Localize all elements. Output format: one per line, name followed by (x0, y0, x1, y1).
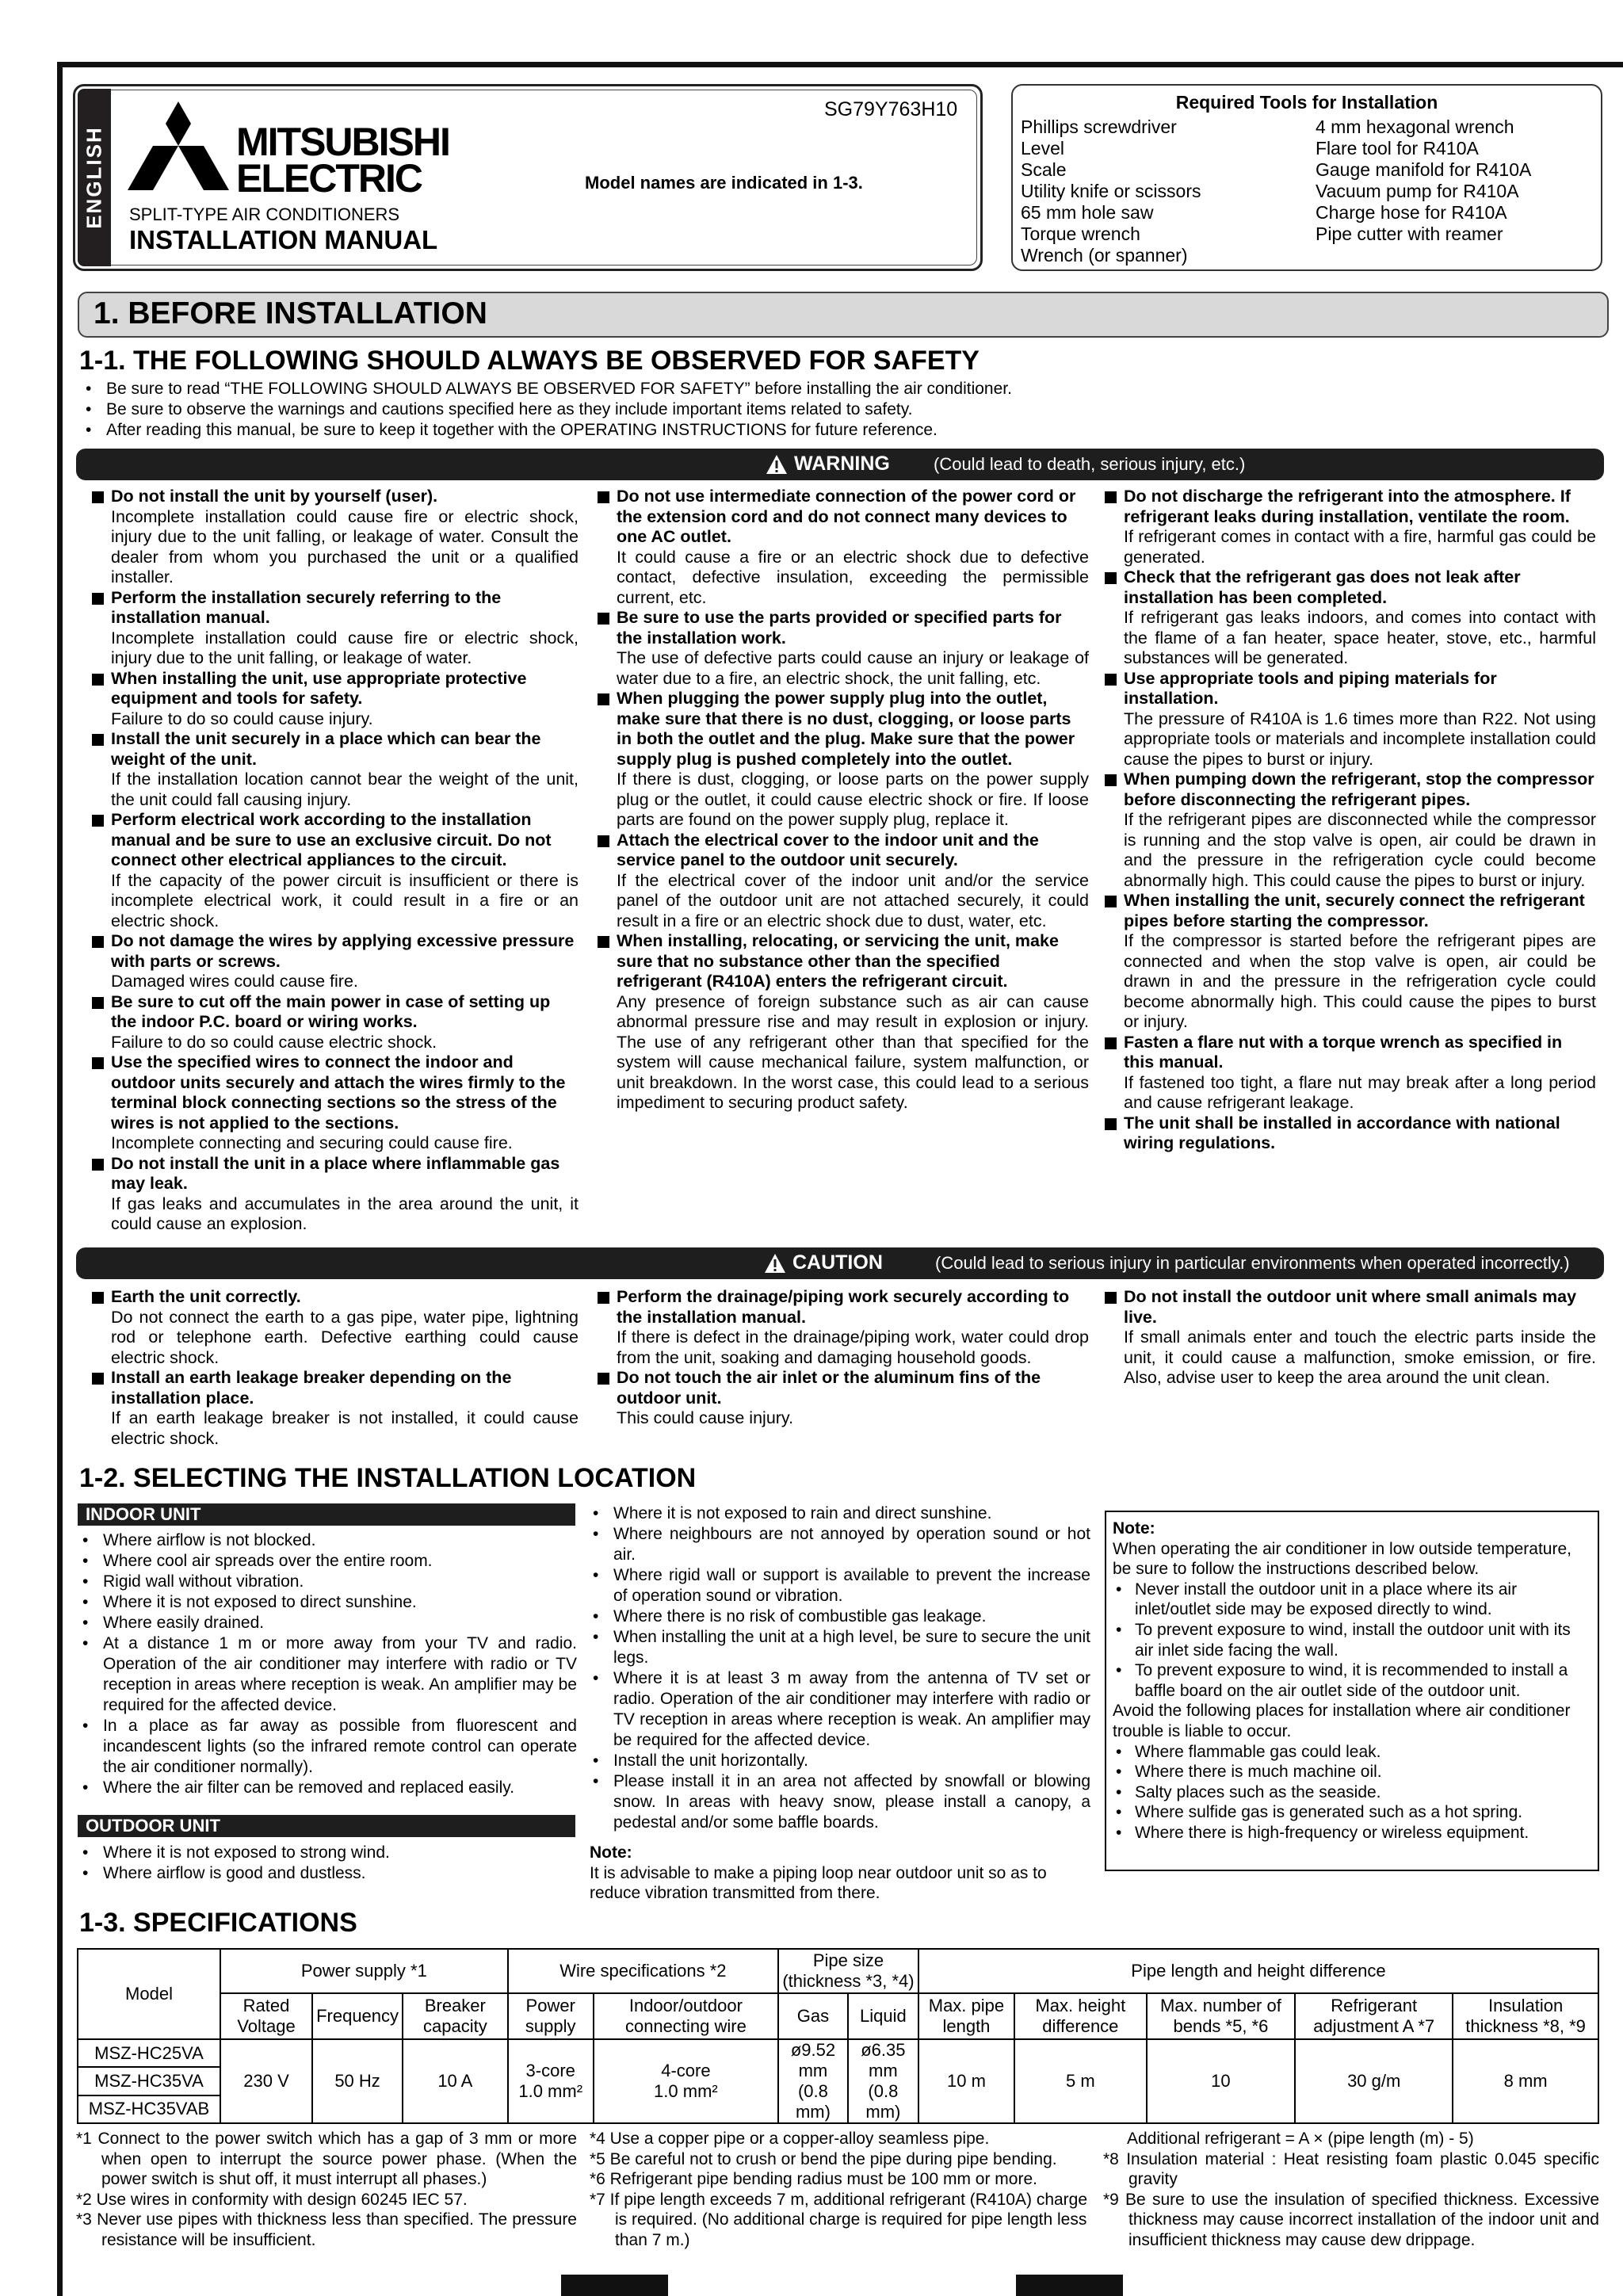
list-item: • Where there is much machine oil. (1113, 1762, 1591, 1782)
warning-item: Perform the installation securely referring to the installation manual. Incomplete installation could cause fire or electric shock, injury due to the unit falling, or leakage of water. (89, 588, 579, 669)
warning-item: Do not discharge the refrigerant into the atmosphere. If refrigerant leaks during installation, ventilate the room. If refrigerant comes in contact with a fire, harmful gas could be generated. (1102, 487, 1596, 567)
tool-item: 65 mm hole saw (1021, 202, 1154, 223)
warning-column-3 (1102, 487, 1596, 1154)
table-cell: 10 A (403, 2039, 508, 2123)
caution-item: Do not install the outdoor unit where small animals may live. If small animals enter and touch the electric parts inside the unit, it could cause a malfunction, smoke emission, or fire. Also, advise user to keep the area around the unit clean. (1102, 1287, 1596, 1389)
warning-item: Fasten a flare nut with a torque wrench as specified in this manual. If fastened too tight, a flare nut may break after a long period and cause refrigerant leakage. (1102, 1033, 1596, 1114)
table-cell: 50 Hz (312, 2039, 403, 2123)
list-item: • Be sure to observe the warnings and cautions specified here as they include important items related to safety. (82, 399, 1588, 420)
language-strip (78, 89, 111, 266)
caution-column-2 (594, 1287, 1089, 1429)
list-item: • To prevent exposure to wind, install the outdoor unit with its air inlet side facing the wall. (1113, 1620, 1591, 1660)
list-item: • Where sulfide gas is generated such as a hot spring. (1113, 1802, 1591, 1823)
warning-item: Attach the electrical cover to the indoor unit and the service panel to the outdoor unit securely. If the electrical cover of the indoor unit and/or the service panel of the outdoor unit are not attached securely, it could result in a fire or an electric shock due to dust, water, etc. (594, 831, 1089, 932)
brand-line-1: MITSUBISHI (236, 120, 449, 164)
tool-item: Phillips screwdriver (1021, 117, 1177, 137)
outdoor-unit-list-continued (590, 1503, 1090, 1833)
warning-item: When installing, relocating, or servicing the unit, make sure that no substance other than the specified refrigerant (R410A) enters the refrigerant circuit. Any presence of foreign substance such as air can cause abnormal pressure rise and may result in explosion or injury. The use of any refrigerant other than that specified for the system will cause mechanical failure, system malfunction, or unit breakdown. In the worst case, this could lead to a serious impediment to securing product safety. (594, 931, 1089, 1114)
table-header: Refrigerant adjustment A *7 (1295, 1993, 1453, 2039)
indoor-unit-heading: INDOOR UNIT (78, 1503, 575, 1526)
brand-line-2: ELECTRIC (236, 156, 422, 201)
list-item: • After reading this manual, be sure to keep it together with the OPERATING INSTRUCTIONS for future reference. (82, 420, 1588, 441)
list-item: • Where the air filter can be removed and replaced easily. (79, 1778, 577, 1798)
language-label: ENGLISH (82, 126, 106, 229)
page-edge-tab (1016, 2275, 1123, 2296)
warning-item: Install the unit securely in a place which can bear the weight of the unit. If the installation location cannot bear the weight of the unit, the unit could fall causing injury. (89, 729, 579, 810)
outdoor-unit-heading: OUTDOOR UNIT (78, 1815, 575, 1837)
location-heading: 1-2. SELECTING THE INSTALLATION LOCATION (79, 1463, 697, 1493)
section-title: 1. BEFORE INSTALLATION (94, 296, 487, 330)
warning-item: Do not use intermediate connection of the power cord or the extension cord and do not connect many devices to one AC outlet. It could cause a fire or an electric shock due to defective contact, defective insulation, exceeding the permissible current, etc. (594, 487, 1089, 608)
caution-description: (Could lead to serious injury in particular environments when operated incorrectly.) (935, 1253, 1570, 1273)
tool-item: Utility knife or scissors (1021, 181, 1201, 201)
table-header: Insulation thickness *8, *9 (1453, 1993, 1598, 2039)
table-header: Model (78, 1949, 220, 2039)
model-note: Model names are indicated in 1-3. (585, 173, 863, 193)
table-header: Gas (778, 1993, 848, 2039)
table-cell: 30 g/m (1295, 2039, 1453, 2123)
list-item: • Install the unit horizontally. (590, 1751, 1090, 1771)
note-box-title: Note: (1113, 1519, 1155, 1538)
note-box-intro: When operating the air conditioner in low outside temperature, be sure to follow the instructions described below. (1113, 1539, 1571, 1579)
warning-item: Use appropriate tools and piping materials for installation. The pressure of R410A is 1.6 times more than R22. Not using appropriate tools or materials and incomplete installation could cause the pipes to burst or injury. (1102, 669, 1596, 770)
specifications-heading: 1-3. SPECIFICATIONS (79, 1908, 357, 1938)
warning-bar (76, 449, 1604, 480)
tools-left-list (1021, 117, 1201, 266)
safety-intro-list (82, 379, 1588, 441)
list-item: • Never install the outdoor unit in a place where its air inlet/outlet side may be exposed directly to wind. (1113, 1580, 1591, 1620)
table-header: Wire specifications *2 (508, 1949, 778, 1993)
piping-note-title: Note: (590, 1843, 632, 1862)
caution-bar (76, 1247, 1604, 1279)
caution-item: Earth the unit correctly. Do not connect the earth to a gas pipe, water pipe, lightning rod or telephone earth. Defective earthing could cause electric shock. (89, 1287, 579, 1368)
table-cell-model: MSZ-HC35VAB (78, 2095, 220, 2123)
list-item: • To prevent exposure to wind, it is recommended to install a baffle board on the air outlet side of the outdoor unit. (1113, 1660, 1591, 1701)
caution-label: CAUTION (792, 1251, 883, 1274)
footnote: *8 Insulation material : Heat resisting foam plastic 0.045 specific gravity (1103, 2149, 1599, 2188)
list-item: • Where airflow is good and dustless. (79, 1863, 577, 1884)
warning-description: (Could lead to death, serious injury, etc.) (934, 454, 1246, 474)
list-item: • Where rigid wall or support is available to prevent the increase of operation sound or vibration. (590, 1565, 1090, 1606)
tool-item: 4 mm hexagonal wrench (1316, 117, 1514, 137)
warning-item: When installing the unit, use appropriate protective equipment and tools for safety. Failure to do so could cause injury. (89, 669, 579, 730)
tool-item: Wrench (or spanner) (1021, 245, 1188, 266)
table-header: Max. height difference (1014, 1993, 1147, 2039)
mitsubishi-logo-icon (127, 101, 230, 190)
footnotes-column-2 (590, 2129, 1090, 2250)
list-item: • Where there is high-frequency or wireless equipment. (1113, 1823, 1591, 1843)
table-header: Max. pipe length (918, 1993, 1014, 2039)
warning-item: Use the specified wires to connect the indoor and outdoor units securely and attach the wires firmly to the terminal block connecting sections so the stress of the wires is not applied to the sections. Incomplete connecting and securing could cause fire. (89, 1052, 579, 1154)
warning-item: Be sure to cut off the main power in case of setting up the indoor P.C. board or wiring works. Failure to do so could cause electric shock. (89, 992, 579, 1053)
warning-item: Be sure to use the parts provided or specified parts for the installation work. The use of defective parts could cause an injury or leakage of water due to a fire, an electric shock, the unit falling, etc. (594, 608, 1089, 689)
piping-note-text: It is advisable to make a piping loop near outdoor unit so as to reduce vibration transmitted from there. (590, 1863, 1047, 1902)
footnotes-column-3 (1103, 2129, 1599, 2250)
warning-item: Check that the refrigerant gas does not leak after installation has been completed. If refrigerant gas leaks indoors, and comes into contact with the flame of a fan heater, space heater, stove, etc., harmful substances will be generated. (1102, 567, 1596, 669)
table-header: Max. number of bends *5, *6 (1147, 1993, 1296, 2039)
tool-item: Scale (1021, 159, 1067, 180)
list-item: • Please install it in an area not affected by snowfall or blowing snow. In areas with heavy snow, please install a canopy, a pedestal and/or some baffle boards. (590, 1771, 1090, 1833)
list-item: • Where cool air spreads over the entire room. (79, 1551, 577, 1572)
table-cell: ø6.35 mm (0.8 mm) (848, 2039, 918, 2123)
list-item: • Where it is not exposed to rain and direct sunshine. (590, 1503, 1090, 1524)
list-item: • Where neighbours are not annoyed by operation sound or hot air. (590, 1524, 1090, 1565)
footnote: *9 Be sure to use the insulation of specified thickness. Excessive thickness may cause incorrect installation of the indoor unit and insufficient thickness may cause dew drippage. (1103, 2190, 1599, 2249)
footnote: *7 If pipe length exceeds 7 m, additional refrigerant (R410A) charge is required. (No additional charge is required for pipe length less than 7 m.) (590, 2190, 1088, 2249)
table-cell-model: MSZ-HC35VA (78, 2067, 220, 2095)
table-cell: 5 m (1014, 2039, 1147, 2123)
list-item: • Where it is not exposed to strong wind. (79, 1843, 577, 1863)
warning-item: Perform electrical work according to the installation manual and be sure to use an exclusive circuit. Do not connect other electrical appliances to the circuit. If the capacity of the power circuit is insufficient or there is incomplete electrical work, it could result in a fire or an electric shock. (89, 810, 579, 931)
table-cell-model: MSZ-HC25VA (78, 2039, 220, 2067)
footnote: *5 Be careful not to crush or bend the pipe during pipe bending. (590, 2149, 1057, 2168)
caution-item: Perform the drainage/piping work securely according to the installation manual. If there is defect in the drainage/piping work, water could drop from the unit, soaking and damaging household goods. (594, 1287, 1089, 1368)
list-item: • Where there is no risk of combustible gas leakage. (590, 1606, 1090, 1627)
table-header: Indoor/outdoor connecting wire (594, 1993, 778, 2039)
table-header: Breaker capacity (403, 1993, 508, 2039)
table-header: Pipe length and height difference (918, 1949, 1598, 1993)
warning-item: The unit shall be installed in accordance with national wiring regulations. (1102, 1114, 1596, 1154)
list-item: • Where easily drained. (79, 1613, 577, 1633)
caution-item: Install an earth leakage breaker depending on the installation place. If an earth leakage breaker is not installed, it could cause electric shock. (89, 1368, 579, 1449)
list-item: • Salty places such as the seaside. (1113, 1782, 1591, 1803)
tool-item: Gauge manifold for R410A (1316, 159, 1532, 180)
warning-item: Do not install the unit in a place where inflammable gas may leak. If gas leaks and accumulates in the area around the unit, it could cause an explosion. (89, 1154, 579, 1235)
tool-item: Level (1021, 138, 1064, 159)
indoor-unit-list (79, 1530, 577, 1798)
safety-heading: 1-1. THE FOLLOWING SHOULD ALWAYS BE OBSERVED FOR SAFETY (79, 346, 980, 376)
warning-item: When plugging the power supply plug into the outlet, make sure that there is no dust, clogging, or loose parts in both the outlet and the plug. Make sure that the power supply plug is pushed completely into the outlet. If there is dust, clogging, or loose parts on the power supply plug or the outlet, it could cause electric shock or fire. If loose parts are found on the power supply plug, replace it. (594, 689, 1089, 831)
note-box-list-2 (1113, 1742, 1591, 1843)
table-cell: ø9.52 mm (0.8 mm) (778, 2039, 848, 2123)
table-cell: 8 mm (1453, 2039, 1598, 2123)
warning-item: When pumping down the refrigerant, stop the compressor before disconnecting the refrigerant pipes. If the refrigerant pipes are disconnected while the compressor is running and the stop valve is open, air could be drawn in and the pressure in the refrigeration cycle could become abnormally high. This could cause the pipes to burst or injury. (1102, 770, 1596, 891)
warning-item: Do not damage the wires by applying excessive pressure with parts or screws. Damaged wires could cause fire. (89, 931, 579, 992)
piping-note (590, 1843, 1090, 1904)
warning-column-1 (89, 487, 579, 1235)
table-cell: 230 V (220, 2039, 312, 2123)
footnote: *2 Use wires in conformity with design 60245 IEC 57. (76, 2190, 468, 2209)
list-item: • At a distance 1 m or more away from your TV and radio. Operation of the air conditioner may interfere with radio or TV reception in areas where reception is weak. An amplifier may be required for the affected device. (79, 1633, 577, 1716)
tool-item: Vacuum pump for R410A (1316, 181, 1519, 201)
caution-triangle-icon (764, 1253, 786, 1274)
low-temperature-note-box (1105, 1511, 1599, 1871)
footnote: *4 Use a copper pipe or a copper-alloy seamless pipe. (590, 2130, 990, 2148)
outdoor-unit-list (79, 1843, 577, 1884)
tools-title: Required Tools for Installation (1175, 92, 1438, 113)
list-item: • Rigid wall without vibration. (79, 1572, 577, 1592)
caution-item: Do not touch the air inlet or the aluminum fins of the outdoor unit. This could cause injury. (594, 1368, 1089, 1429)
tool-item: Pipe cutter with reamer (1316, 223, 1503, 244)
table-cell: 10 (1147, 2039, 1296, 2123)
product-type: SPLIT-TYPE AIR CONDITIONERS (129, 204, 400, 224)
warning-label: WARNING (794, 453, 890, 475)
list-item: • When installing the unit at a high level, be sure to secure the unit legs. (590, 1627, 1090, 1668)
table-cell: 10 m (918, 2039, 1014, 2123)
page-edge-tab (561, 2275, 668, 2296)
list-item: • Where airflow is not blocked. (79, 1530, 577, 1551)
table-header: Pipe size (thickness *3, *4) (778, 1949, 918, 1993)
brand-name (236, 120, 449, 201)
list-item: • Where flammable gas could leak. (1113, 1742, 1591, 1763)
table-header: Power supply *1 (220, 1949, 508, 1993)
table-header: Power supply (508, 1993, 594, 2039)
warning-triangle-icon (766, 454, 788, 475)
tool-item: Torque wrench (1021, 223, 1140, 244)
tool-item: Charge hose for R410A (1316, 202, 1507, 223)
warning-column-2 (594, 487, 1089, 1114)
note-box-mid-text: Avoid the following places for installation where air conditioner trouble is liable to occur. (1113, 1702, 1571, 1740)
warning-item: When installing the unit, securely connect the refrigerant pipes before starting the compressor. If the compressor is started before the refrigerant pipes are connected and when the stop valve is open, air could be drawn in and the pressure in the refrigeration cycle could become abnormally high. This could cause the pipes to burst or injury. (1102, 891, 1596, 1033)
table-cell: 4-core 1.0 mm² (594, 2039, 778, 2123)
list-item: • In a place as far away as possible from fluorescent and incandescent lights (so the infrared remote control can operate the air conditioner normally). (79, 1716, 577, 1778)
footnote: *1 Connect to the power switch which has a gap of 3 mm or more when open to interrupt the source power phase. (When the power switch is shut off, it must interrupt all phases.) (76, 2130, 577, 2188)
caution-column-1 (89, 1287, 579, 1449)
list-item: • Where it is not exposed to direct sunshine. (79, 1592, 577, 1613)
list-item: • Where it is at least 3 m away from the antenna of TV set or radio. Operation of the air conditioner may interfere with radio or TV reception in areas where reception is weak. An amplifier may be required for the affected device. (590, 1668, 1090, 1751)
caution-column-3 (1102, 1287, 1596, 1389)
list-item: • Be sure to read “THE FOLLOWING SHOULD ALWAYS BE OBSERVED FOR SAFETY” before installing the air conditioner. (82, 379, 1588, 399)
footnotes-column-1 (76, 2129, 577, 2250)
footnote: *3 Never use pipes with thickness less than specified. The pressure resistance will be insufficient. (76, 2210, 577, 2249)
footnote-formula: Additional refrigerant = A × (pipe length (m) - 5) (1127, 2130, 1474, 2148)
tool-item: Flare tool for R410A (1316, 138, 1479, 159)
table-header: Frequency (312, 1993, 403, 2039)
note-box-list-1 (1113, 1580, 1591, 1702)
table-header: Liquid (848, 1993, 918, 2039)
document-number: SG79Y763H10 (824, 98, 958, 120)
warning-item: Do not install the unit by yourself (user). Incomplete installation could cause fire or electric shock, injury due to the unit falling, or leakage of water. Consult the dealer from whom you purchased the unit or a qualified installer. (89, 487, 579, 588)
footnote: *6 Refrigerant pipe bending radius must be 100 mm or more. (590, 2170, 1037, 2188)
specifications-table (77, 1948, 1599, 2124)
table-cell: 3-core 1.0 mm² (508, 2039, 594, 2123)
manual-title: INSTALLATION MANUAL (129, 225, 438, 254)
tools-right-list (1316, 117, 1531, 245)
table-header: Rated Voltage (220, 1993, 312, 2039)
